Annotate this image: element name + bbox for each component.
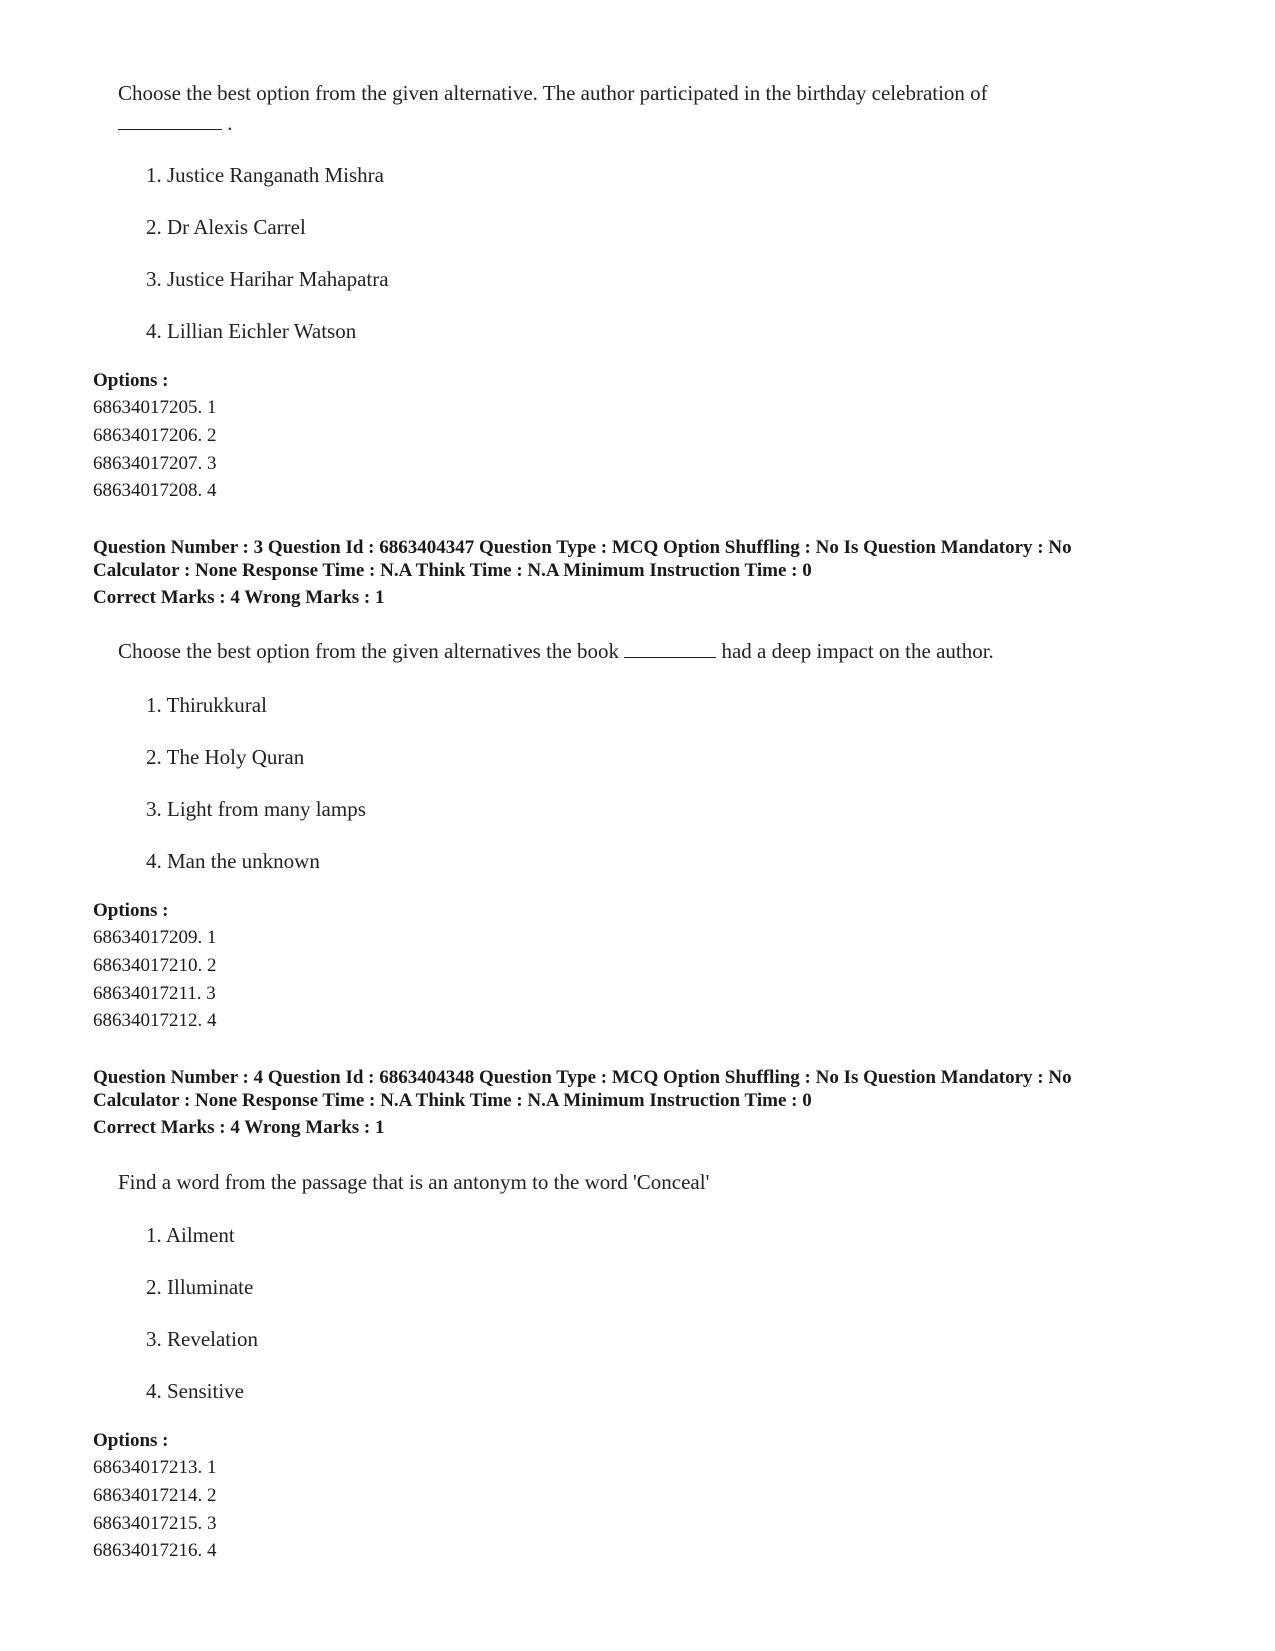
q2-choice-1: 1. Justice Ranganath Mishra bbox=[146, 163, 384, 187]
q4-option-2: 68634017214. 2 bbox=[93, 1485, 217, 1506]
q3-option-1: 68634017209. 1 bbox=[93, 927, 217, 948]
q2-option-3: 68634017207. 3 bbox=[93, 453, 217, 474]
q4-choice-4: 4. Sensitive bbox=[146, 1379, 244, 1403]
q3-choice-3: 3. Light from many lamps bbox=[146, 797, 366, 821]
q2-option-4: 68634017208. 4 bbox=[93, 480, 217, 501]
q2-stem-text: Choose the best option from the given alternative. The author participated in the birthday celebration of bbox=[118, 81, 988, 105]
q4-choice-1: 1. Ailment bbox=[146, 1223, 235, 1247]
q4-stem: Find a word from the passage that is an antonym to the word 'Conceal' bbox=[118, 1170, 710, 1194]
q2-blank bbox=[118, 109, 222, 130]
q2-options-label: Options : bbox=[93, 370, 169, 391]
q4-choice-3: 3. Revelation bbox=[146, 1327, 258, 1351]
q3-meta-line-2: Calculator : None Response Time : N.A Think Time : N.A Minimum Instruction Time : 0 bbox=[93, 560, 812, 581]
q3-meta-line-1: Question Number : 3 Question Id : 6863404347 Question Type : MCQ Option Shuffling : No Is Question Mandatory : No bbox=[93, 537, 1072, 558]
q3-choice-1: 1. Thirukkural bbox=[146, 693, 267, 717]
q2-choice-2: 2. Dr Alexis Carrel bbox=[146, 215, 306, 239]
q4-choice-2: 2. Illuminate bbox=[146, 1275, 254, 1299]
q3-option-3: 68634017211. 3 bbox=[93, 983, 216, 1004]
q3-option-4: 68634017212. 4 bbox=[93, 1010, 217, 1031]
q3-meta-line-3: Correct Marks : 4 Wrong Marks : 1 bbox=[93, 587, 385, 608]
q4-option-4: 68634017216. 4 bbox=[93, 1540, 217, 1561]
q3-choice-2: 2. The Holy Quran bbox=[146, 745, 305, 769]
q4-option-1: 68634017213. 1 bbox=[93, 1457, 217, 1478]
q2-stem-tail: . bbox=[227, 111, 233, 135]
q2-choice-3: 3. Justice Harihar Mahapatra bbox=[146, 267, 389, 291]
q2-option-2: 68634017206. 2 bbox=[93, 425, 217, 446]
q3-stem-after: had a deep impact on the author. bbox=[721, 639, 994, 663]
q2-choice-4: 4. Lillian Eichler Watson bbox=[146, 319, 357, 343]
q3-stem-before: Choose the best option from the given alternatives the book bbox=[118, 639, 619, 663]
q3-stem bbox=[118, 636, 1118, 666]
q3-blank bbox=[624, 637, 716, 658]
q4-meta-line-1: Question Number : 4 Question Id : 6863404348 Question Type : MCQ Option Shuffling : No Is Question Mandatory : No bbox=[93, 1067, 1072, 1088]
q3-option-2: 68634017210. 2 bbox=[93, 955, 217, 976]
q3-options-label: Options : bbox=[93, 900, 169, 921]
q4-meta-line-3: Correct Marks : 4 Wrong Marks : 1 bbox=[93, 1117, 385, 1138]
q2-option-1: 68634017205. 1 bbox=[93, 397, 217, 418]
q4-options-label: Options : bbox=[93, 1430, 169, 1451]
q4-meta-line-2: Calculator : None Response Time : N.A Think Time : N.A Minimum Instruction Time : 0 bbox=[93, 1090, 812, 1111]
q3-choice-4: 4. Man the unknown bbox=[146, 849, 320, 873]
q4-option-3: 68634017215. 3 bbox=[93, 1513, 217, 1534]
q2-stem bbox=[118, 78, 1118, 138]
